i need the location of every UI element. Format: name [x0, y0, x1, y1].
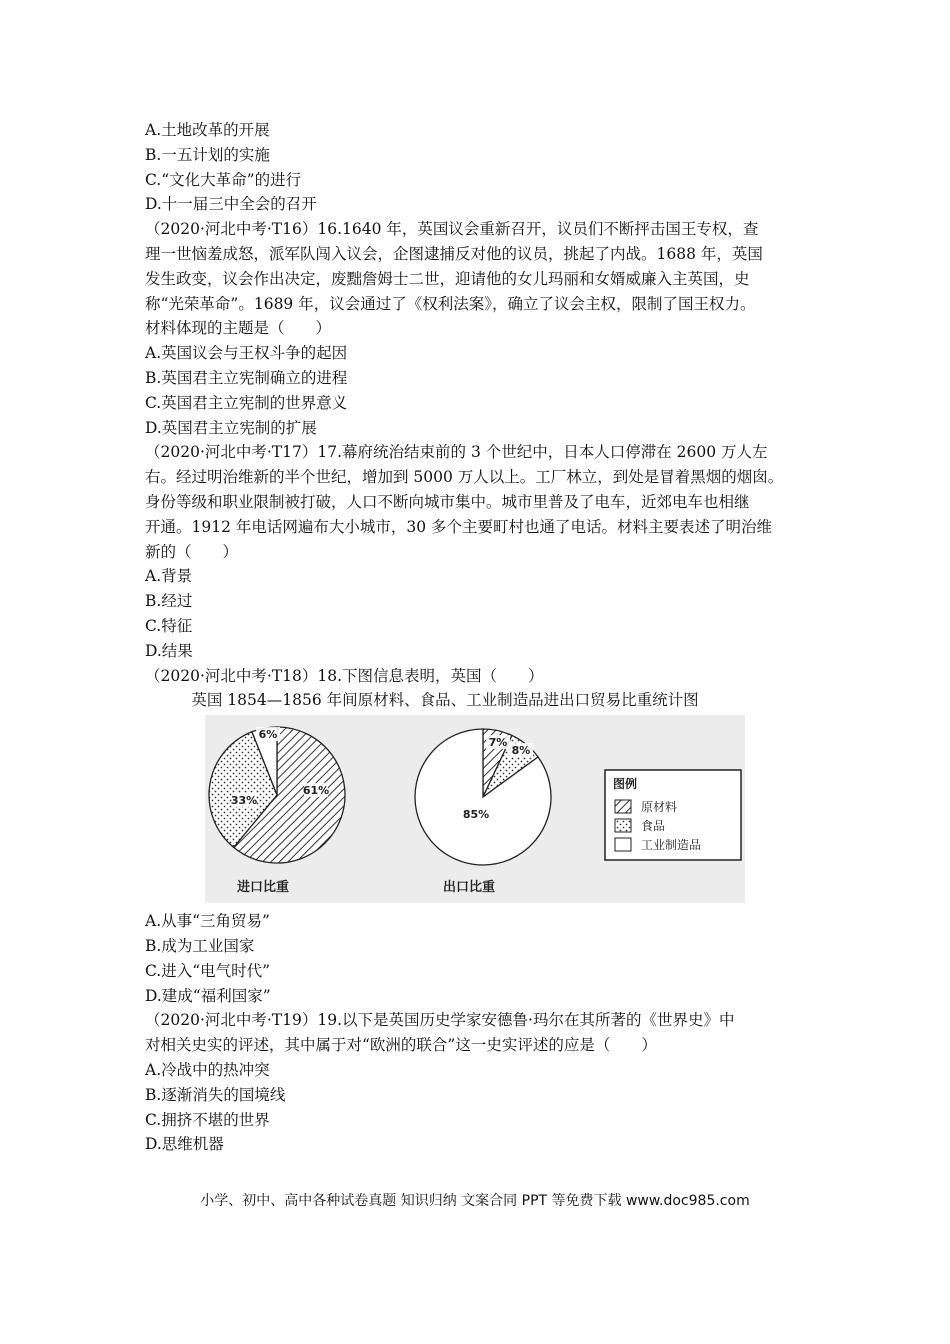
- q16-stem-line: 理一世恼羞成怒，派军队闯入议会，企图逮捕反对他的议员，挑起了内战。1688 年，英国: [145, 244, 763, 263]
- slice-label: 7%: [488, 736, 508, 750]
- q19-stem-line: 对相关史实的评述，其中属于对“欧洲的联合”这一史实评述的应是（ ）: [145, 1036, 657, 1055]
- q17-stem-line: 新的（ ）: [145, 542, 239, 561]
- q16-stem-line: 发生政变，议会作出决定，废黜詹姆士二世，迎请他的女儿玛丽和女婿威廉入主英国，史: [145, 269, 750, 288]
- question-17: [145, 440, 815, 663]
- question-16: [145, 217, 815, 440]
- q17-stem-line: 身份等级和职业限制被打破，人口不断向城市集中。城市里普及了电车，近郊电车也相继: [145, 492, 750, 511]
- slice-label: 6%: [258, 728, 278, 742]
- q17-stem-line: 右。经过明治维新的半个世纪，增加到 5000 万人以上。工厂林立，到处是冒着黑烟的烟囱。: [145, 468, 784, 487]
- q19-stem-line: （2020·河北中考·T19）19.以下是英国历史学家安德鲁·玛尔在其所著的《世界史》中: [145, 1011, 735, 1030]
- legend-title: 图例: [613, 777, 638, 792]
- question-18: [145, 664, 815, 1009]
- q16-stem-line: 材料体现的主题是（ ）: [145, 319, 332, 338]
- q17-option-b: B.经过: [145, 592, 193, 611]
- legend-swatch: [615, 838, 631, 851]
- q17-option-d: D.结果: [145, 641, 193, 660]
- q16-stem-line: 称“光荣革命”。1689 年，议会通过了《权利法案》，确立了议会主权，限制了国王权力。: [145, 294, 756, 313]
- q18-option-c: C.进入“电气时代”: [145, 961, 271, 980]
- q18-stem-line: （2020·河北中考·T18）18.下图信息表明，英国（ ）: [145, 666, 544, 685]
- chart-title: 英国 1854—1856 年间原材料、食品、工业制造品进出口贸易比重统计图: [191, 691, 699, 710]
- slice-label: 61%: [302, 784, 330, 798]
- q15-options: [145, 118, 815, 217]
- q17-option-a: A.背景: [145, 567, 193, 586]
- legend-swatch: [615, 800, 631, 813]
- pie-chart-svg: [205, 715, 745, 903]
- q17-stem-line: 开通。1912 年电话网遍布大小城市，30 多个主要町村也通了电话。材料主要表述了明治维: [145, 517, 773, 536]
- q16-option-a: A.英国议会与王权斗争的起因: [145, 344, 348, 363]
- q15-option-a: A.土地改革的开展: [145, 121, 270, 139]
- pie-name-import: 进口比重: [236, 880, 290, 896]
- q17-option-c: C.特征: [145, 616, 193, 635]
- slice-label: 8%: [511, 744, 531, 758]
- q19-option-d: D.思维机器: [145, 1135, 224, 1154]
- q16-stem-line: （2020·河北中考·T16）16.1640 年，英国议会重新召开，议员们不断抨击国王专权，查: [145, 220, 759, 239]
- legend-label: 原材料: [641, 800, 678, 815]
- q16-option-b: B.英国君主立宪制确立的进程: [145, 368, 348, 387]
- trade-pie-charts: [205, 715, 745, 903]
- legend-label: 食品: [641, 819, 666, 834]
- q16-option-c: C.英国君主立宪制的世界意义: [145, 393, 348, 412]
- legend-label: 工业制造品: [641, 838, 702, 853]
- q17-stem-line: （2020·河北中考·T17）17.幕府统治结束前的 3 个世纪中，日本人口停滞在 2600 万人左: [145, 443, 768, 462]
- document-body: [145, 118, 815, 1157]
- pie-name-export: 出口比重: [442, 880, 496, 896]
- q18-option-b: B.成为工业国家: [145, 936, 255, 955]
- q15-option-c: C.“文化大革命”的进行: [145, 170, 302, 189]
- q19-option-a: A.冷战中的热冲突: [145, 1060, 270, 1079]
- q19-option-b: B.逐渐消失的国境线: [145, 1085, 286, 1104]
- q18-option-d: D.建成“福利国家”: [145, 986, 271, 1005]
- q15-option-d: D.十一届三中全会的召开: [145, 195, 317, 214]
- slice-label: 85%: [462, 808, 490, 822]
- page-footer: 小学、初中、高中各种试卷真题 知识归纳 文案合同 PPT 等免费下载 www.doc985.com: [200, 1193, 750, 1209]
- q16-option-d: D.英国君主立宪制的扩展: [145, 418, 317, 437]
- question-19: [145, 1008, 815, 1157]
- q19-option-c: C.拥挤不堪的世界: [145, 1110, 270, 1129]
- q15-option-b: B.一五计划的实施: [145, 145, 270, 164]
- legend-swatch: [615, 819, 631, 832]
- q18-option-a: A.从事“三角贸易”: [145, 912, 270, 931]
- slice-label: 33%: [230, 794, 258, 808]
